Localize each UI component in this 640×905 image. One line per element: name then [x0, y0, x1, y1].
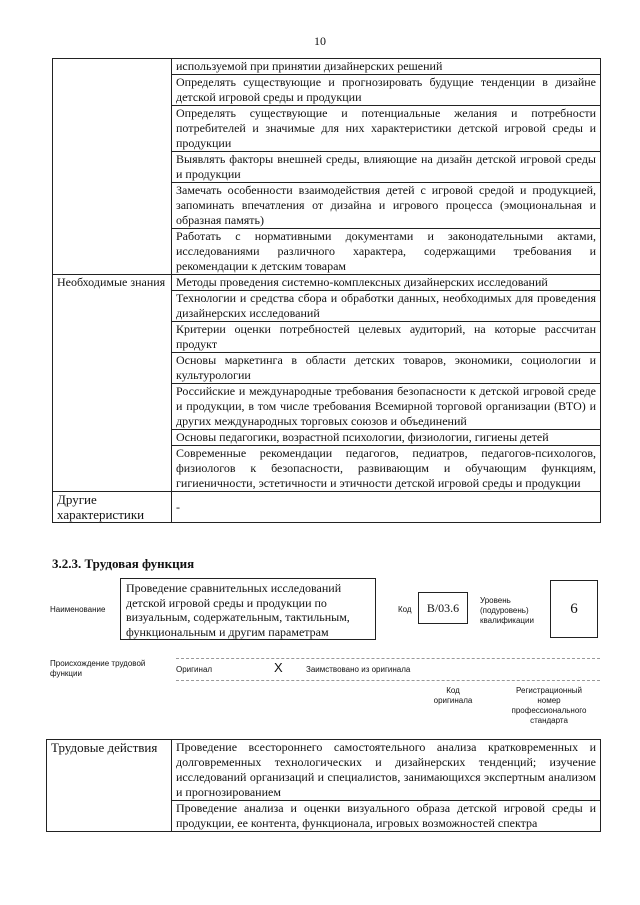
skill-item: Определять существующие и потенциальные желания и потребности потребителей и значимые для них характеристики детской игровой среды и продукции — [172, 106, 601, 152]
skill-item: Определять существующие и прогнозировать будущие тенденции в дизайне детской игровой среды и продукции — [172, 75, 601, 106]
other-characteristics-label: Другие характеристики — [53, 492, 172, 523]
name-label: Наименование — [50, 605, 106, 614]
knowledge-item: Основы маркетинга в области детских товаров, экономики, социологии и культурологии — [172, 353, 601, 384]
code-value-box: В/03.6 — [418, 592, 468, 624]
table-row — [53, 59, 601, 75]
skill-item: используемой при принятии дизайнерских решений — [172, 59, 601, 75]
origin-label: Происхождение трудовой функции — [50, 659, 146, 678]
other-characteristics-value: - — [172, 492, 601, 523]
code-original-label: Код оригинала — [433, 686, 473, 705]
borrowed-label: Заимствовано из оригинала — [306, 665, 411, 674]
competency-table — [52, 58, 601, 523]
knowledge-item: Основы педагогики, возрастной психологии, физиологии, гигиены детей — [172, 430, 601, 446]
page-number: 10 — [314, 34, 326, 48]
section-heading: 3.2.3. Трудовая функция — [52, 556, 195, 571]
skill-item: Работать с нормативными документами и законодательными актами, исследованиями различного характера, содержащими требования и рекомендации к детским товарам — [172, 229, 601, 275]
level-label: Уровень (подуровень) квалификации — [480, 596, 534, 625]
knowledge-item: Российские и международные требования безопасности к детской игровой среде и продукции, в том числе требования Всемирной торговой организации (ВТО) и других международных торговых союзов и объединений — [172, 384, 601, 430]
skills-label-cell — [53, 59, 172, 275]
code-label: Код — [398, 605, 412, 614]
reg-number-label: Регистрационный номер профессионального стандарта — [511, 686, 587, 725]
function-name-box: Проведение сравнительных исследований детской игровой среды и продукции по визуальным, содержательным, тактильным, функциональным и другим параметрам — [120, 578, 376, 640]
level-value-box: 6 — [550, 580, 598, 638]
table-row — [47, 740, 601, 801]
actions-label: Трудовые действия — [47, 740, 172, 832]
original-label: Оригинал — [176, 665, 213, 674]
knowledge-item: Критерии оценки потребностей целевых аудиторий, на которые рассчитан продукт — [172, 322, 601, 353]
knowledge-label: Необходимые знания — [53, 275, 172, 492]
table-row — [53, 275, 601, 291]
knowledge-item: Современные рекомендации педагогов, педиатров, педагогов-психологов, физиологов к безопасности, развивающим и обучающим функциям, гигиеничности, эстетичности и этичности детской игровой среды и продукции — [172, 446, 601, 492]
original-mark: X — [274, 660, 283, 675]
skill-item: Замечать особенности взаимодействия детей с игровой средой и продукцией, запоминать впечатления от дизайна и игрового процесса (эмоциональная и образная память) — [172, 183, 601, 229]
table-row — [53, 492, 601, 523]
knowledge-item: Методы проведения системно-комплексных дизайнерских исследований — [172, 275, 601, 291]
action-item: Проведение всестороннего самостоятельного анализа кратковременных и долговременных технологических и дизайнерских тенденций; изучение исследований организаций и специалистов, занимающихся экспертным анализом и прогнозированием — [172, 740, 601, 801]
action-item: Проведение анализа и оценки визуального образа детской игровой среды и продукции, ее контента, функционала, игровых возможностей спектра — [172, 801, 601, 832]
knowledge-item: Технологии и средства сбора и обработки данных, необходимых для проведения дизайнерских исследований — [172, 291, 601, 322]
origin-divider-bottom — [176, 680, 600, 681]
origin-divider — [176, 658, 600, 659]
actions-table — [46, 739, 601, 832]
skill-item: Выявлять факторы внешней среды, влияющие на дизайн детской игровой среды и продукции — [172, 152, 601, 183]
